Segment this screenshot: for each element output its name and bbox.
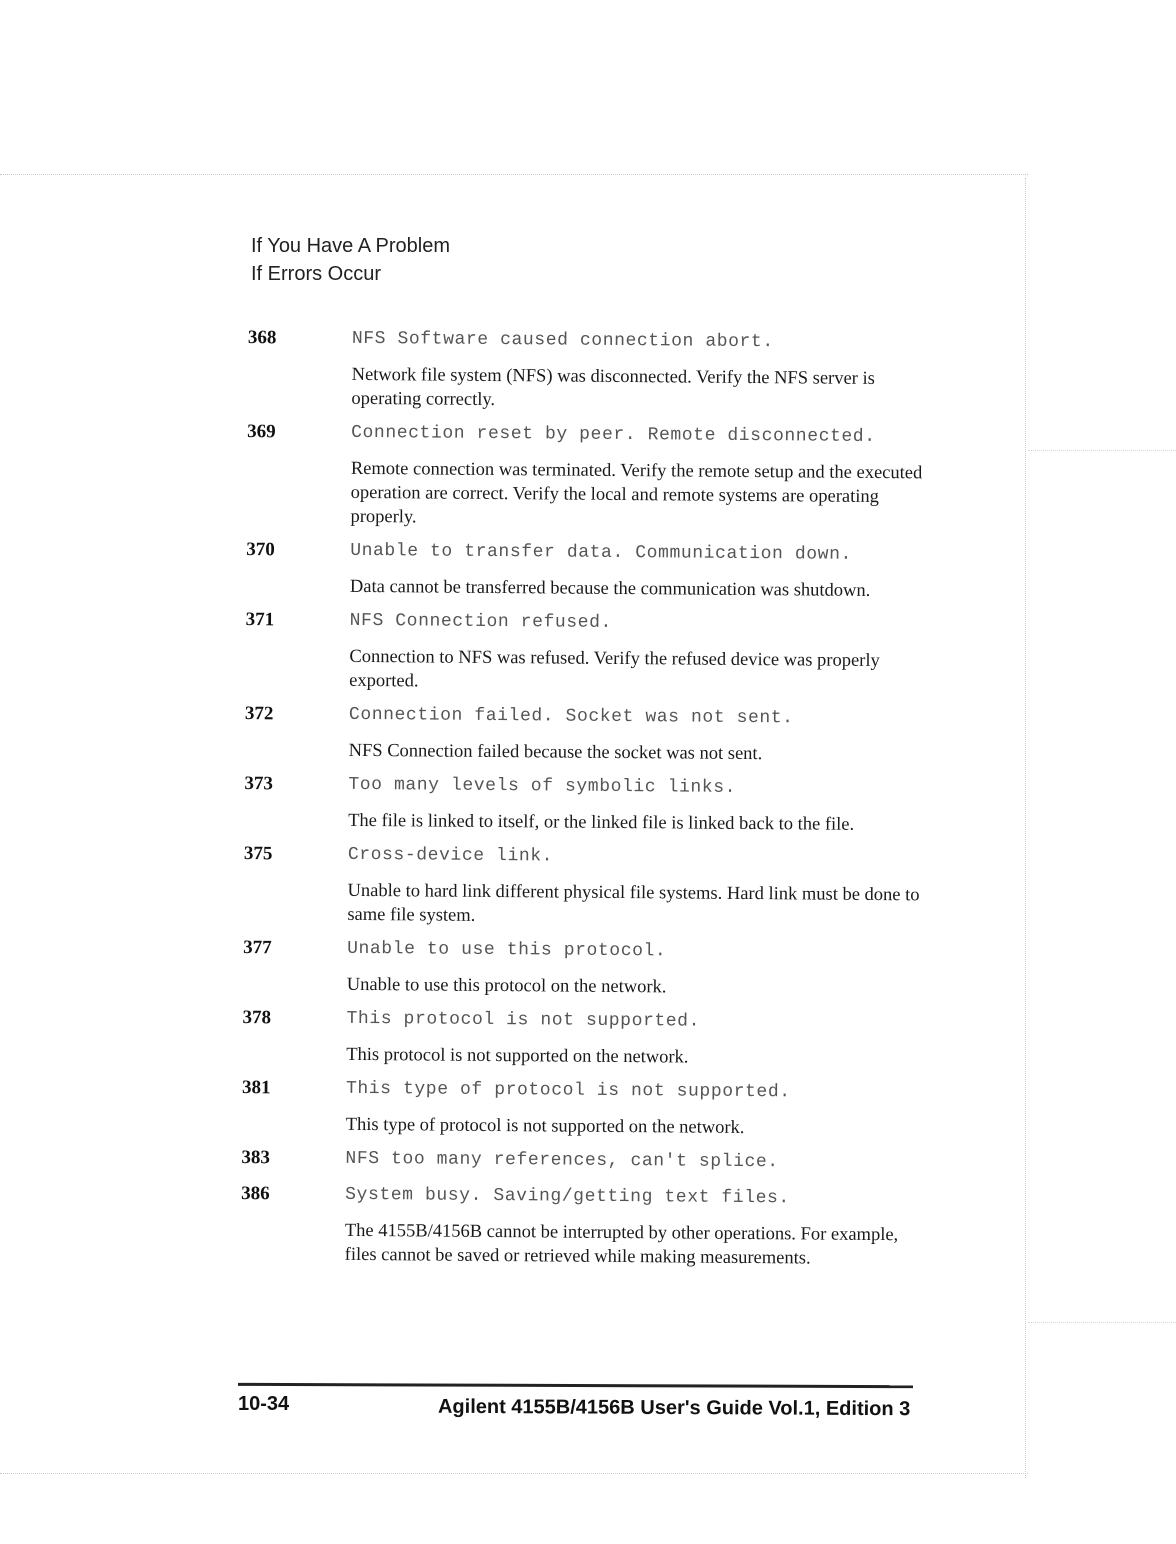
error-description: Network file system (NFS) was disconnected. Verify the NFS server is operating correctly. xyxy=(351,364,875,411)
error-description: Connection to NFS was refused. Verify the refused device was properly exported. xyxy=(349,646,880,692)
error-description: This type of protocol is not supported on the network. xyxy=(345,1114,745,1138)
chapter-title: If You Have A Problem xyxy=(251,235,451,257)
error-code: 368 xyxy=(247,327,277,349)
error-entry xyxy=(235,842,936,931)
error-entry xyxy=(237,608,938,697)
error-message: NFS Software caused connection abort. xyxy=(351,328,774,353)
error-message: This protocol is not supported. xyxy=(346,1008,701,1032)
error-message: NFS Connection refused. xyxy=(349,610,613,633)
error-entry xyxy=(238,538,938,603)
error-message: Unable to transfer data. Communication down. xyxy=(350,540,852,565)
error-code: 372 xyxy=(244,703,274,725)
error-entry xyxy=(235,936,935,1001)
scan-edge-right-mark xyxy=(1028,450,1176,451)
error-entry xyxy=(239,326,940,415)
scan-edge-top xyxy=(0,174,1028,175)
error-code: 383 xyxy=(241,1147,271,1169)
section-title: If Errors Occur xyxy=(251,263,382,285)
error-message: NFS too many references, can't splice. xyxy=(345,1148,779,1173)
error-message: Cross-device link. xyxy=(347,844,554,867)
error-description: Remote connection was terminated. Verify the remote setup and the executed operation are correct. Verify the local and remote systems are operating properly. xyxy=(350,458,923,528)
error-code: 375 xyxy=(243,843,273,865)
scan-edge-right xyxy=(1025,178,1026,1478)
error-description: Unable to use this protocol on the network. xyxy=(346,974,667,998)
error-description: Data cannot be transferred because the communication was shutdown. xyxy=(349,576,871,601)
error-entry xyxy=(234,1076,934,1141)
scan-edge-right-mark xyxy=(1028,1322,1176,1323)
error-message: Too many levels of symbolic links. xyxy=(348,774,737,798)
error-description: The file is linked to itself, or the linked file is linked back to the file. xyxy=(348,810,855,835)
error-description: NFS Connection failed because the socket was not sent. xyxy=(348,740,763,765)
error-code: 378 xyxy=(242,1007,272,1029)
error-description: This protocol is not supported on the network. xyxy=(346,1044,689,1068)
error-entry xyxy=(233,1182,934,1271)
error-message: This type of protocol is not supported. xyxy=(345,1078,791,1103)
error-entry xyxy=(233,1146,933,1175)
error-code: 386 xyxy=(241,1183,270,1205)
error-message: Connection failed. Socket was not sent. xyxy=(348,704,794,729)
error-entry xyxy=(234,1006,934,1071)
error-description: Unable to hard link different physical file systems. Hard link must be done to same file system. xyxy=(347,880,920,926)
error-code: 373 xyxy=(244,773,273,795)
error-entry xyxy=(237,702,937,767)
error-code: 377 xyxy=(243,937,272,959)
manual-title: Agilent 4155B/4156B User's Guide Vol.1, Edition 3 xyxy=(437,1395,911,1421)
error-entry xyxy=(238,420,939,533)
error-list xyxy=(233,326,940,1281)
error-code: 371 xyxy=(245,609,275,631)
running-header xyxy=(251,232,450,288)
footer-rule xyxy=(238,1383,913,1388)
error-code: 369 xyxy=(247,421,276,443)
error-message: Unable to use this protocol. xyxy=(347,938,667,962)
error-description: The 4155B/4156B cannot be interrupted by other operations. For example, files cannot be saved or retrieved while making measurements. xyxy=(344,1220,899,1269)
page-number: 10-34 xyxy=(238,1393,290,1415)
error-code: 370 xyxy=(246,539,275,561)
error-message: System busy. Saving/getting text files. xyxy=(345,1184,790,1209)
error-message: Connection reset by peer. Remote disconnected. xyxy=(351,422,876,447)
error-entry xyxy=(236,772,936,837)
scan-edge-bottom xyxy=(0,1473,1028,1474)
error-code: 381 xyxy=(241,1077,271,1099)
